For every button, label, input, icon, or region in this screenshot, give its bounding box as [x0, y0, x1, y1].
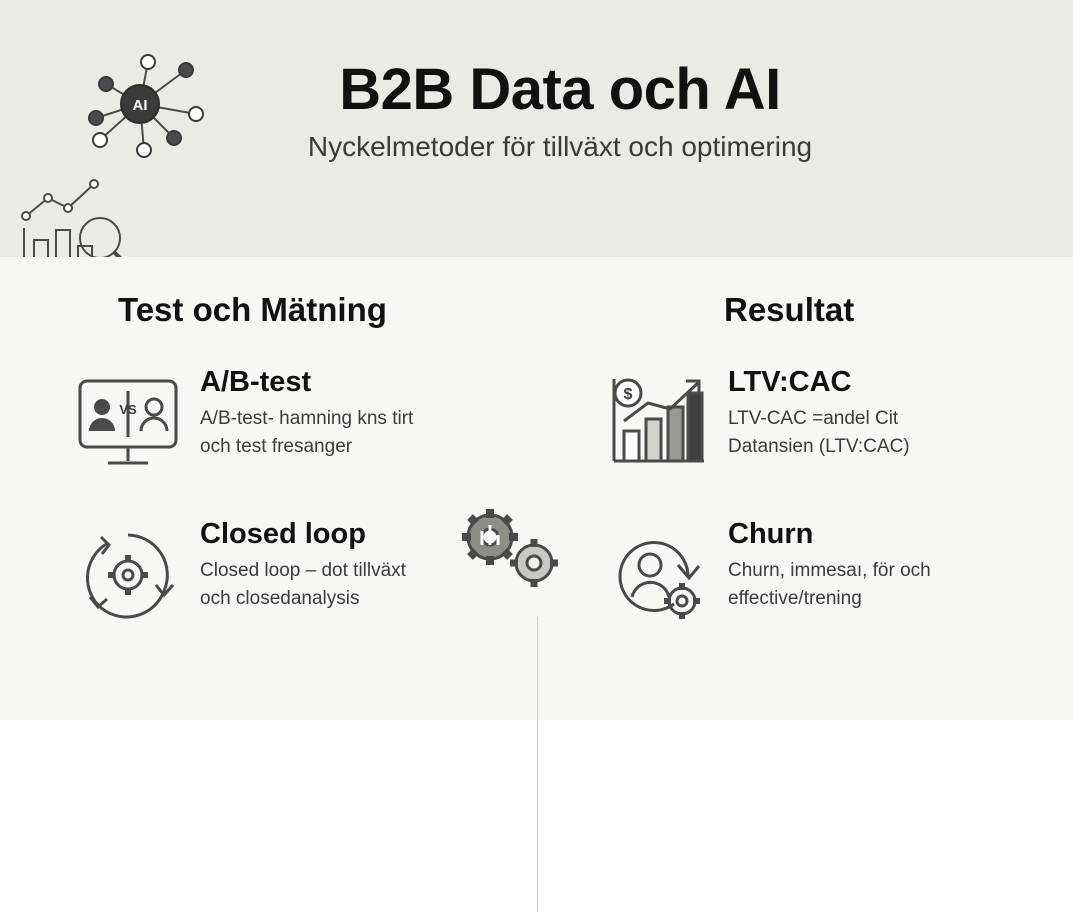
ai-network-icon: [78, 42, 218, 172]
item-text-ab-test: [200, 367, 413, 461]
ai-badge-label: AI: [132, 97, 148, 114]
item-desc-line1: Closed loop – dot tillväxt: [200, 560, 406, 582]
item-desc-closed-loop: [200, 557, 406, 612]
header-banner: [0, 0, 1073, 258]
list-item-closed-loop: [72, 519, 406, 627]
header-text-block: [210, 58, 910, 163]
item-text-ltv-cac: [728, 367, 910, 461]
vertical-divider: [537, 617, 538, 912]
item-desc-churn: [728, 557, 931, 612]
svg-text:VS: VS: [119, 402, 137, 417]
column-heading-left: Test och Mätning: [118, 291, 387, 328]
page-title: B2B Data och AI: [339, 57, 781, 122]
item-title-churn: Churn: [728, 518, 814, 550]
item-title-ab-test: A/B-test: [200, 366, 312, 398]
monitor-ab-test-icon: [72, 369, 184, 477]
growth-chart-dollar-icon: [600, 369, 712, 477]
item-title-ltv-cac: LTV:CAC: [728, 366, 852, 398]
content-area: [0, 257, 1073, 720]
item-desc-ltv-cac: [728, 405, 910, 460]
item-text-closed-loop: [200, 519, 406, 613]
item-desc-line2: effective/trening: [728, 587, 862, 609]
page-subtitle: Nyckelmetoder för tillväxt och optimering: [307, 130, 813, 162]
item-desc-line1: Churn, immesaı, för och: [728, 560, 931, 582]
item-desc-ab-test: [200, 405, 413, 460]
item-title-closed-loop: Closed loop: [200, 518, 366, 550]
item-desc-line1: LTV-CAC =andel Cit: [728, 408, 899, 430]
list-item-churn: [600, 519, 931, 627]
svg-text:$: $: [623, 386, 633, 403]
user-churn-gear-icon: [600, 521, 712, 629]
item-text-churn: [728, 519, 931, 613]
item-desc-line2: Datansien (LTV:CAC): [728, 435, 910, 457]
closed-loop-gear-icon: [72, 521, 184, 629]
list-item-ab-test: [72, 367, 413, 475]
item-desc-line1: A/B-test- hamning kns tirt: [200, 408, 414, 430]
list-item-ltv-cac: [600, 367, 910, 475]
column-heading-right: Resultat: [724, 291, 855, 328]
item-desc-line2: och closedanalysis: [200, 587, 360, 609]
gears-chart-icon: [448, 505, 568, 595]
item-desc-line2: och test fresanger: [200, 435, 353, 457]
